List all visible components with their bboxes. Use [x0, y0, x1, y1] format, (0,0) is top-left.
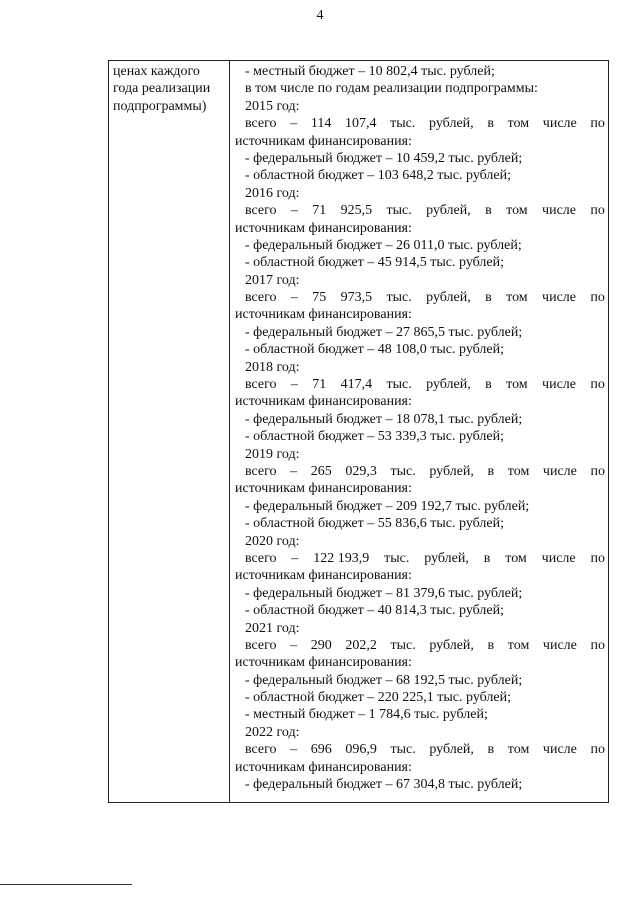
total-word: числе — [542, 377, 576, 393]
sources-label: источникам финансирования: — [235, 481, 412, 497]
total-word: в — [485, 290, 492, 306]
budget-item: - федеральный бюджет – 209 192,7 тыс. рублей; — [245, 498, 530, 514]
total-word: тыс. — [390, 116, 416, 132]
budget-item: - местный бюджет – 1 784,6 тыс. рублей; — [245, 707, 488, 723]
total-word: рублей, — [429, 116, 474, 132]
total-word: 202,2 — [345, 637, 377, 653]
total-word: числе — [542, 116, 577, 132]
year-heading: 2022 год: — [245, 724, 300, 740]
total-word: 696 — [310, 742, 332, 758]
total-word: рублей, — [426, 290, 471, 306]
total-word: по — [590, 742, 605, 758]
year-heading: 2015 год: — [245, 98, 300, 114]
total-word: 71 — [312, 203, 327, 219]
budget-item: - областной бюджет – 55 836,6 тыс. рублей; — [245, 516, 504, 532]
total-word: всего — [245, 290, 277, 306]
total-word: том — [506, 377, 528, 393]
total-word: том — [507, 463, 530, 479]
budget-item: - областной бюджет – 40 814,3 тыс. рублей; — [245, 603, 504, 619]
total-word: числе — [542, 463, 577, 479]
budget-item: - федеральный бюджет – 26 011,0 тыс. рублей; — [245, 237, 522, 253]
total-word: всего — [245, 550, 277, 566]
total-word: – — [290, 377, 298, 393]
total-word: в — [487, 463, 495, 479]
total-word: всего — [245, 377, 277, 393]
total-word: тыс. — [390, 742, 416, 758]
budget-item: - федеральный бюджет – 10 459,2 тыс. рублей; — [245, 150, 523, 166]
total-word: – — [290, 116, 298, 132]
total-word: числе — [542, 203, 576, 219]
budget-item: - областной бюджет – 53 339,3 тыс. рублей; — [245, 429, 504, 445]
total-word: тыс. — [390, 463, 416, 479]
left-cell-line: подпрограммы) — [113, 98, 207, 114]
sources-label: источникам финансирования: — [235, 394, 412, 410]
year-heading: 2018 год: — [245, 359, 300, 375]
total-word: в — [485, 377, 492, 393]
total-word: 265 — [310, 463, 332, 479]
total-word: по — [590, 377, 605, 393]
page-number: 4 — [316, 8, 324, 23]
total-word: в — [487, 742, 495, 758]
total-word: 114 — [310, 116, 332, 132]
year-total-line — [235, 550, 605, 567]
sources-label: источникам финансирования: — [235, 655, 412, 671]
total-word: в — [485, 203, 492, 219]
total-word: числе — [542, 290, 576, 306]
total-word: том — [506, 290, 528, 306]
total-word: в — [483, 550, 491, 566]
total-word: числе — [541, 550, 576, 566]
budget-item: - федеральный бюджет – 81 379,6 тыс. рублей; — [245, 585, 523, 601]
total-word: – — [290, 203, 298, 219]
total-word: том — [507, 742, 530, 758]
total-word: 029,3 — [345, 463, 377, 479]
year-total-line — [235, 741, 605, 758]
total-word: 75 — [312, 290, 327, 306]
total-word: рублей, — [429, 742, 474, 758]
year-total-line — [235, 289, 605, 306]
total-word: 71 — [312, 377, 327, 393]
total-word: тыс. — [386, 290, 412, 306]
total-word: по — [590, 463, 605, 479]
year-heading: 2017 год: — [245, 272, 300, 288]
sources-label: источникам финансирования: — [235, 759, 412, 775]
left-cell-line: года реализации — [113, 81, 211, 97]
year-total-line — [235, 202, 605, 219]
total-word: том — [507, 637, 530, 653]
total-word: тыс. — [390, 637, 416, 653]
total-word: по — [590, 116, 605, 132]
total-word: всего — [245, 637, 277, 653]
budget-item: - областной бюджет – 48 108,0 тыс. рублей; — [245, 342, 504, 358]
total-word: по — [590, 203, 605, 219]
total-word: всего — [245, 463, 277, 479]
budget-item: - федеральный бюджет – 67 304,8 тыс. рублей; — [245, 777, 523, 793]
total-word: тыс. — [384, 550, 410, 566]
total-word: 107,4 — [344, 116, 377, 132]
financing-table — [108, 60, 609, 803]
sources-label: источникам финансирования: — [235, 307, 412, 323]
total-word: рублей, — [424, 550, 469, 566]
total-word: том — [507, 116, 530, 132]
total-word: 122 193,9 — [313, 550, 370, 566]
total-word: 973,5 — [340, 290, 373, 306]
total-word: по — [590, 550, 605, 566]
intro-line: в том числе по годам реализации подпрограммы: — [245, 81, 538, 97]
budget-item: - федеральный бюджет – 68 192,5 тыс. рублей; — [245, 672, 523, 688]
total-word: – — [290, 637, 298, 653]
total-word: числе — [542, 742, 577, 758]
total-word: всего — [245, 203, 277, 219]
total-word: в — [487, 116, 494, 132]
total-word: в — [487, 637, 495, 653]
total-word: – — [290, 290, 298, 306]
total-word: 290 — [310, 637, 332, 653]
total-word: числе — [542, 637, 577, 653]
footnote-rule — [0, 884, 132, 885]
total-word: рублей, — [426, 203, 471, 219]
table-left-cell — [113, 63, 227, 115]
budget-item: - федеральный бюджет – 27 865,5 тыс. рублей; — [245, 324, 523, 340]
year-heading: 2016 год: — [245, 185, 300, 201]
budget-item: - областной бюджет – 45 914,5 тыс. рублей; — [245, 255, 504, 271]
total-word: тыс. — [386, 377, 412, 393]
budget-item: - областной бюджет – 103 648,2 тыс. рублей; — [245, 168, 511, 184]
total-word: 096,9 — [345, 742, 377, 758]
total-word: по — [590, 637, 605, 653]
year-total-line — [235, 637, 605, 654]
column-divider — [229, 61, 230, 802]
total-word: по — [590, 290, 605, 306]
left-cell-line: ценах каждого — [113, 64, 200, 79]
total-word: – — [291, 550, 299, 566]
total-word: 925,5 — [340, 203, 373, 219]
sources-label: источникам финансирования: — [235, 568, 412, 584]
total-word: рублей, — [426, 377, 471, 393]
total-word: – — [290, 742, 298, 758]
total-word: – — [290, 463, 298, 479]
budget-item: - федеральный бюджет – 18 078,1 тыс. рублей; — [245, 411, 523, 427]
total-word: тыс. — [386, 203, 412, 219]
total-word: рублей, — [429, 463, 474, 479]
total-word: 417,4 — [340, 377, 373, 393]
total-word: том — [505, 550, 527, 566]
year-total-line — [235, 115, 605, 132]
total-word: рублей, — [429, 637, 474, 653]
budget-item: - областной бюджет – 220 225,1 тыс. рублей; — [245, 690, 511, 706]
year-heading: 2021 год: — [245, 620, 300, 636]
sources-label: источникам финансирования: — [235, 133, 412, 149]
sources-label: источникам финансирования: — [235, 220, 412, 236]
year-total-line — [235, 376, 605, 393]
total-word: всего — [245, 742, 277, 758]
year-heading: 2019 год: — [245, 446, 300, 462]
table-right-cell — [235, 63, 605, 793]
year-heading: 2020 год: — [245, 533, 300, 549]
year-total-line — [235, 463, 605, 480]
total-word: том — [506, 203, 528, 219]
total-word: всего — [245, 116, 277, 132]
intro-line: - местный бюджет – 10 802,4 тыс. рублей; — [245, 64, 495, 79]
